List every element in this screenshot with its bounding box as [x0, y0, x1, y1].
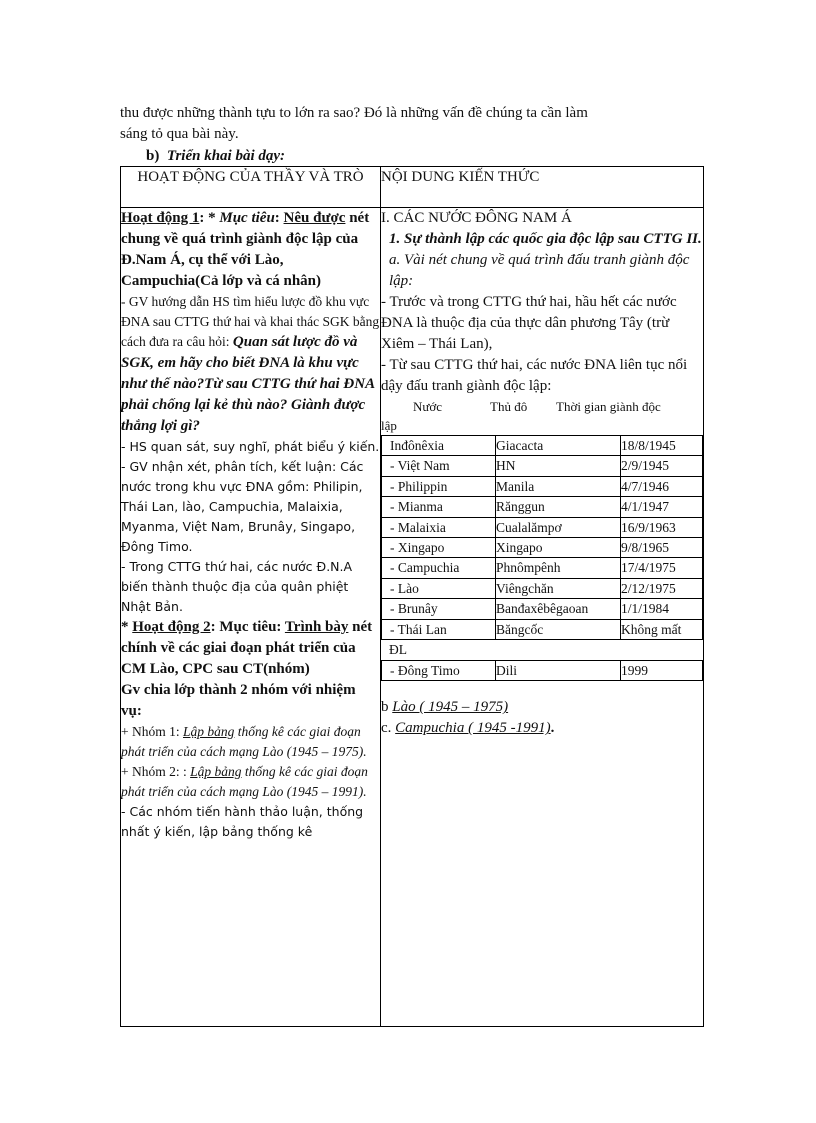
countries-table-header	[381, 397, 703, 435]
activity-1-colon: :	[274, 210, 284, 226]
col-capital: Thủ đô	[490, 399, 528, 414]
gv-guide-1	[121, 292, 380, 437]
col-country: Nước	[413, 399, 443, 414]
activities-column	[121, 208, 381, 1027]
group-1-rest: thống kê các giai đoạn phát triển của cách mạng Lào (1945 – 1975).	[121, 724, 367, 759]
country-name: - Đông Timo	[382, 661, 496, 681]
table-header-row	[121, 167, 704, 208]
activity-1-rest: nét chung về quá trình giành độc lập của Đ.Nam Á, cụ thể với Lào, Campuchia(Cả lớp và cá nhân)	[121, 210, 370, 289]
thai-cont: ĐL	[389, 642, 407, 658]
table-row	[382, 497, 703, 517]
country-name: - Thái Lan	[382, 619, 496, 639]
country-capital: Giacacta	[496, 436, 621, 456]
table-row	[382, 517, 703, 537]
country-date: 9/8/1965	[621, 538, 703, 558]
country-capital: HN	[496, 456, 621, 476]
content-para-2: - Từ sau CTTG thứ hai, các nước ĐNA liên tục nổi dậy đấu tranh giành độc lập:	[381, 357, 688, 394]
activity-2-star: *	[121, 619, 133, 635]
country-date: Không mất	[621, 619, 703, 639]
country-date: 17/4/1975	[621, 558, 703, 578]
table-row	[382, 558, 703, 578]
country-name: Inđônêxia	[382, 436, 496, 456]
table-row	[382, 661, 703, 681]
activity-2-colon: : Mục tiêu:	[210, 619, 285, 635]
country-capital: Cualalămpơ	[496, 517, 621, 537]
country-capital: Viêngchăn	[496, 578, 621, 598]
country-date: 2/9/1945	[621, 456, 703, 476]
country-capital: Xingapo	[496, 538, 621, 558]
country-date: 2/12/1975	[621, 578, 703, 598]
gv-guide-1-text: - GV hướng dẫn HS tìm hiểu lược đồ khu vực ĐNA sau CTTG thứ hai và khai thác SGK bằng cách đưa ra câu hỏi:	[121, 294, 380, 349]
table-row	[382, 599, 703, 619]
activity-2	[121, 617, 380, 680]
group-discussion: - Các nhóm tiến hành thảo luận, thống nhất ý kiến, lập bảng thống kê	[121, 804, 364, 839]
table-row	[382, 456, 703, 476]
b-label: b	[381, 699, 393, 716]
subsection-a-heading: a. Vài nét chung về quá trình đấu tranh giành độc lập:	[389, 252, 690, 289]
section-c-cpc	[381, 718, 703, 739]
section-b-title: Triển khai bài dạy:	[166, 148, 286, 164]
country-name: - Philippin	[382, 476, 496, 496]
countries-table	[381, 435, 703, 640]
c-label: c.	[381, 720, 396, 737]
header-content: NỘI DUNG KIẾN THỨC	[381, 167, 704, 208]
country-name: - Việt Nam	[382, 456, 496, 476]
country-capital: Phnômpênh	[496, 558, 621, 578]
country-capital: Băngcốc	[496, 619, 621, 639]
country-date: 16/9/1963	[621, 517, 703, 537]
activity-1-label: Hoạt động 1	[121, 210, 200, 226]
country-capital: Banđaxêbêgaoan	[496, 599, 621, 619]
country-date: 18/8/1945	[621, 436, 703, 456]
intro-line-1: thu được những thành tựu to lớn ra sao? Đó là những vấn đề chúng ta cần làm	[120, 105, 588, 121]
group-1-lap: Lập bảng	[183, 724, 235, 739]
content-column	[381, 208, 704, 1027]
country-date: 4/1/1947	[621, 497, 703, 517]
group-2-rest: thống kê các giai đoạn phát triển của cách mạng Lào (1945 – 1991).	[121, 764, 368, 799]
country-date: 1/1/1984	[621, 599, 703, 619]
table-row	[382, 578, 703, 598]
group-1-prefix: + Nhóm 1:	[121, 724, 183, 739]
section-b-heading	[146, 146, 285, 166]
intro-paragraph	[120, 103, 710, 145]
group-1-task	[121, 722, 380, 762]
table-row	[382, 538, 703, 558]
table-row	[382, 619, 703, 639]
country-name: - Mianma	[382, 497, 496, 517]
intro-line-2: sáng tỏ qua bài này.	[120, 126, 239, 142]
country-capital: Rănggun	[496, 497, 621, 517]
hs-response: - HS quan sát, suy nghĩ, phát biểu ý kiến.	[121, 439, 380, 454]
header-activities: HOẠT ĐỘNG CỦA THẦY VÀ TRÒ	[121, 167, 381, 208]
content-para-1: - Trước và trong CTTG thứ hai, hầu hết các nước ĐNA là thuộc địa của thực dân phương Tây (trừ Xiêm – Thái Lan),	[381, 294, 677, 352]
table-row	[382, 476, 703, 496]
country-capital: Dili	[496, 661, 621, 681]
activity-1	[121, 208, 380, 292]
section-b-label: b)	[146, 148, 160, 164]
b-title: Lào ( 1945 – 1975)	[392, 699, 509, 716]
gv-note: - Trong CTTG thứ hai, các nước Đ.N.A biến thành thuộc địa của quân phiệt Nhật Bản.	[121, 559, 353, 614]
activity-1-neu: Nêu được	[283, 210, 346, 226]
timor-table	[381, 660, 703, 681]
country-capital: Manila	[496, 476, 621, 496]
country-name: - Brunây	[382, 599, 496, 619]
activity-2-trinh: Trình bày	[284, 619, 349, 635]
gv-conclusion: - GV nhận xét, phân tích, kết luận: Các nước trong khu vực ĐNA gồm: Philipin, Thái Lan, lào, Campuchia, Malaixia, Myanma, Việt Nam, Brunây, Singapo, Đông Timo.	[121, 459, 364, 554]
group-2-task	[121, 762, 380, 802]
col-date-cont: lập	[381, 418, 397, 433]
activity-1-muctieu: Mục tiêu	[219, 210, 275, 226]
group-division: Gv chia lớp thành 2 nhóm với nhiệm vụ:	[121, 682, 356, 719]
country-name: - Xingapo	[382, 538, 496, 558]
country-name: - Campuchia	[382, 558, 496, 578]
section-1-heading: I. CÁC NƯỚC ĐÔNG NAM Á	[381, 210, 572, 226]
activity-2-label: Hoạt động 2	[132, 619, 211, 635]
group-2-prefix: + Nhóm 2: :	[121, 764, 191, 779]
group-2-lap: Lập bảng	[190, 764, 242, 779]
country-name: - Malaixia	[382, 517, 496, 537]
subsection-1-heading: 1. Sự thành lập các quốc gia độc lập sau CTTG II.	[389, 231, 702, 247]
activity-2-rest: nét chính về các giai đoạn phát triển của CM Lào, CPC sau CT(nhóm)	[121, 619, 373, 677]
col-date: Thời gian giành độc	[556, 399, 661, 414]
country-date: 4/7/1946	[621, 476, 703, 496]
country-name: - Lào	[382, 578, 496, 598]
c-title: Campuchia ( 1945 -1991)	[395, 720, 551, 737]
activity-1-sep: : *	[199, 210, 220, 226]
country-date: 1999	[621, 661, 703, 681]
table-body-row	[121, 208, 704, 1027]
table-row	[382, 436, 703, 456]
lesson-table	[120, 166, 704, 1027]
c-dot: .	[550, 720, 555, 737]
gv-guide-1-question: Quan sát lược đồ và SGK, em hãy cho biết ĐNA là khu vực như thế nào?Từ sau CTTG thứ hai ĐNA phải chống lại kẻ thù nào? Giành được thắng lợi gì?	[121, 334, 375, 434]
section-b-lao	[381, 697, 703, 718]
